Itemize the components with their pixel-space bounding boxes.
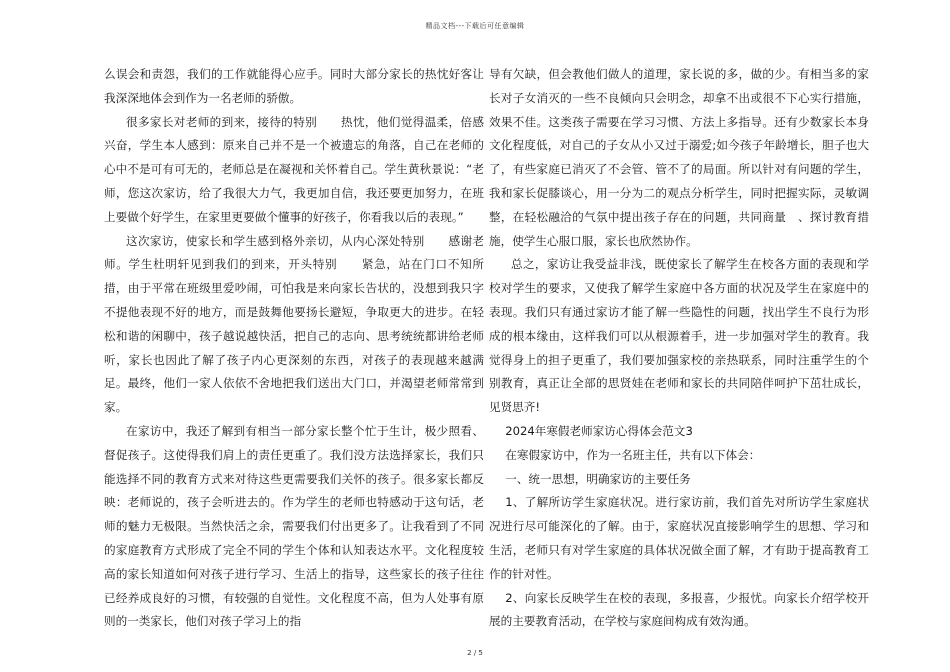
paragraph: 这次家访，使家长和学生感到格外亲切，从内心深处特别 感谢老师。学生杜明轩见到我们的到来，开头特别 紧急，站在门口不知所措，由于平常在班级里爱吵闹，可怕我是来向家长告状的，没想到我只字不提他表现不好的地方，而是鼓舞他要扬长避短，争取更大的进步。在轻松和谐的闲聊中，孩子越说越快活，把自己的志向、思考统统都讲给老师听，家长也因此了解了孩子内心更深刻的东西，对孩子的表现越来越满足。最终，他们一家人依依不舍地把我们送出大门口，并渴望老师常常到家。 [104, 233, 484, 415]
paragraph: 很多家长对老师的到来，接待的特别 热忱，他们觉得温柔，倍感兴奋，学生本人感到：原来自己并不是一个被遗忘的角落，自己在老师的心中不是可有可无的，老师总是在凝视和关怀着自己。学生黄秋景说：“老师，您这次家访，给了我很大力气，我更加自信，我还要更加努力，在班上要做个好学生，在家里更要做个懂事的好孩子，你看我以后的表现。” [104, 114, 484, 224]
paragraph: 在家访中，我还了解到有相当一部分家长整个忙于生计，极少照看、督促孩子。这使得我们肩上的责任更重了。我们没方法选择家长，我们只能选择不同的教育方式来对待这些更需要我们关怀的孩子。很多家长都反映：老师说的，孩子会听进去的。作为学生的老师也特感动于这句话，老师的魅力无极限。当然快活之余，需要我们付出更多了。让我看到了不同的家庭教育方式形成了完全不同的学生个体和认知表达水平。文化程度较高的家长知道如何对孩子进行学习、生活上的指导，这些家长的孩子往往已经养成良好的习惯，有较强的自觉性。文化程度不高，但为人处事有原则的一类家长，他们对孩子学习上的指 [104, 423, 484, 629]
paragraph: 2、向家长反映学生在校的表现，多报喜，少报忧。向家长介绍学校开展的主要教育活动，在学校与家庭间构成有效沟通。 [489, 590, 869, 629]
paragraph: 导有欠缺，但会教他们做人的道理，家长说的多，做的少。有相当多的家长对子女消灭的一些不良倾向只会明念，却拿不出或很不下心实行措施，效果不佳。这类孩子需要在学习习惯、方法上多指导。还有少数家长本身文化程度低，对自己的子女从小又过于溺爱;如今孩子年龄增长，胆子也大了，有些家庭已消灭了不会管、管不了的局面。所以针对有问题的学生，我和家长促膝谈心，用一分为二的观点分析学生，同时把握实际，灵敏调整，在轻松融洽的气氛中提出孩子存在的问题，共同商量 、探讨教育措施，使学生心服口服，家长也欣然协作。 [489, 67, 869, 248]
page-number: 2 / 5 [467, 649, 483, 657]
paragraph: 一、统一思想，明确家访的主要任务 [505, 471, 691, 486]
paragraph: 1、了解所访学生家庭状况。进行家访前，我们首先对所访学生家庭状况进行尽可能深化的了解。由于，家庭状况直接影响学生的思想、学习和生活，老师只有对学生家庭的具体状况做全面了解，才有助于提高教育工作的针对性。 [489, 495, 869, 581]
right-column [489, 63, 869, 634]
paragraph: 2024年寒假老师家访心得体会范文3 [505, 423, 693, 438]
paragraph: 总之，家访让我受益非浅，既使家长了解学生在校各方面的表现和学校对学生的要求，又使我了解学生家庭中各方面的状况及学生在家庭中的表现。我们只有通过家访才能了解一些隐性的问题，找出学生不良行为形成的根本缘由，这样我们可以从根源着手，进一步加强对学生的教育。我觉得身上的担子更重了，我们要加强家校的亲热联系，同时注重学生的个别教育，真正让全部的思贤娃在老师和家长的共同陪伴呵护下茁壮成长，见贤思齐! [489, 257, 869, 415]
paragraph: 在寒假家访中，作为一名班主任，共有以下体会： [505, 447, 761, 462]
left-column [104, 63, 484, 634]
paragraph: 么误会和责怨，我们的工作就能得心应手。同时大部分家长的热忱好客让我深深地体会到作为一名老师的骄傲。 [104, 67, 484, 105]
page-header: 精品文档---下载后可任意编辑 [425, 22, 525, 30]
